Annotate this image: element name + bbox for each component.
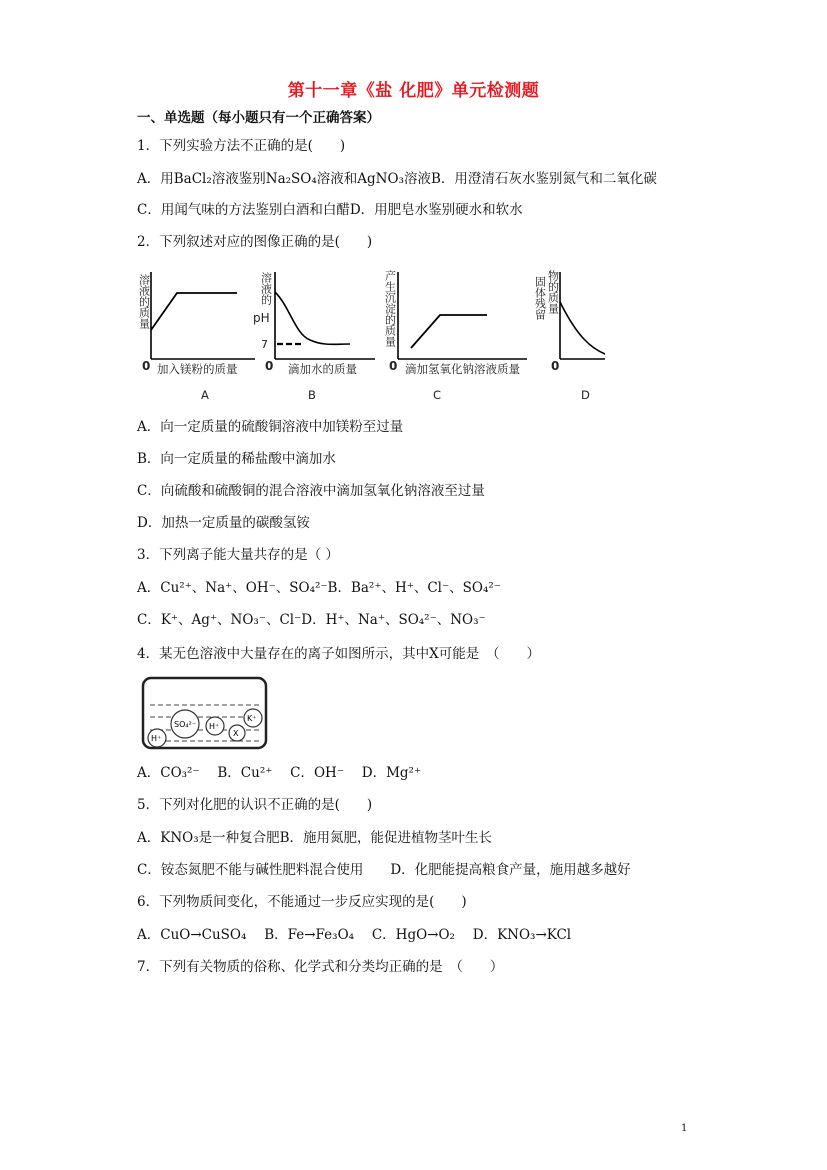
graph-a xyxy=(138,272,256,402)
ion-k: K⁺ xyxy=(247,714,257,723)
graph-a-ylabel: 溶液的质量 xyxy=(137,274,151,329)
q4-options: A．CO₃²⁻ B．Cu²⁺ C．OH⁻ D．Mg²⁺ xyxy=(137,765,422,781)
graph-c-ylabel: 产生沉淀的质量 xyxy=(383,270,397,347)
graph-d xyxy=(534,269,606,402)
q3-options-cd: C．K⁺、Ag⁺、NO₃⁻、Cl⁻D．H⁺、Na⁺、SO₄²⁻、NO₃⁻ xyxy=(137,612,486,628)
graph-d-ylabel2: 固体残留 xyxy=(533,276,547,320)
q3-options-ab: A．Cu²⁺、Na⁺、OH⁻、SO₄²⁻B．Ba²⁺、H⁺、Cl⁻、SO₄²⁻ xyxy=(137,580,501,596)
q2-stem: 2．下列叙述对应的图像正确的是( ) xyxy=(137,234,373,250)
q4-beaker-figure xyxy=(140,675,270,753)
graph-c xyxy=(384,269,528,402)
section-heading: 一、单选题（每小题只有一个正确答案） xyxy=(137,110,380,126)
ion-h-2: H⁺ xyxy=(151,734,162,743)
q5-options-ab: A．KNO₃是一种复合肥B．施用氮肥，能促进植物茎叶生长 xyxy=(137,830,493,846)
graph-d-origin: 0 xyxy=(551,359,560,373)
ion-x: X xyxy=(233,729,239,738)
graph-a-letter: A xyxy=(201,388,209,402)
q5-stem: 5．下列对化肥的认识不正确的是( ) xyxy=(137,797,373,813)
q4-stem: 4．某无色溶液中大量存在的离子如图所示，其中X可能是 （ ） xyxy=(137,646,540,662)
q1-options-ab: A．用BaCl₂溶液鉴别Na₂SO₄溶液和AgNO₃溶液B．用澄清石灰水鉴别氮气和二氧化碳 xyxy=(137,171,657,187)
graph-b-xlabel: 滴加水的质量 xyxy=(288,362,357,376)
graph-b-origin: 0 xyxy=(265,359,274,373)
q2-option-d: D．加热一定质量的碳酸氢铵 xyxy=(137,515,310,531)
graph-a-origin: 0 xyxy=(142,359,151,373)
q2-option-c: C．向硫酸和硫酸铜的混合溶液中滴加氢氧化钠溶液至过量 xyxy=(137,483,485,499)
graph-b-letter: B xyxy=(308,388,316,402)
graph-d-letter: D xyxy=(581,388,590,402)
q2-option-b: B．向一定质量的稀盐酸中滴加水 xyxy=(137,451,336,467)
graph-b xyxy=(253,271,375,402)
graph-b-ph: pH xyxy=(253,311,270,325)
graph-c-letter: C xyxy=(433,388,442,402)
q1-options-cd: C．用闻气味的方法鉴别白酒和白醋D．用肥皂水鉴别硬水和软水 xyxy=(137,202,523,218)
graph-b-seven: 7 xyxy=(261,338,268,351)
q6-options: A．CuO→CuSO₄ B．Fe→Fe₃O₄ C．HgO→O₂ D．KNO₃→KCl xyxy=(137,927,572,943)
graph-c-xlabel: 滴加氢氧化钠溶液质量 xyxy=(405,362,520,376)
q6-stem: 6．下列物质间变化，不能通过一步反应实现的是( ) xyxy=(137,894,467,910)
q2-option-a: A．向一定质量的硫酸铜溶液中加镁粉至过量 xyxy=(137,419,404,435)
q3-stem: 3．下列离子能大量共存的是（ ） xyxy=(137,547,339,563)
graph-b-ylabel: 溶液的 xyxy=(259,272,273,305)
q1-stem: 1．下列实验方法不正确的是( ) xyxy=(137,138,346,154)
page-number: 1 xyxy=(681,1123,688,1134)
ion-h-1: H⁺ xyxy=(209,722,220,731)
graph-c-origin: 0 xyxy=(389,359,398,373)
q7-stem: 7．下列有关物质的俗称、化学式和分类均正确的是 （ ） xyxy=(137,959,504,975)
q2-graphs xyxy=(135,262,605,406)
page-title: 第十一章《盐 化肥》单元检测题 xyxy=(287,81,540,101)
graph-a-xlabel: 加入镁粉的质量 xyxy=(157,362,238,376)
q5-options-cd: C．铵态氮肥不能与碱性肥料混合使用 D．化肥能提高粮食产量，施用越多越好 xyxy=(137,862,631,878)
ion-so4: SO₄²⁻ xyxy=(174,720,197,729)
graph-d-ylabel1: 物的质量 xyxy=(546,270,560,314)
